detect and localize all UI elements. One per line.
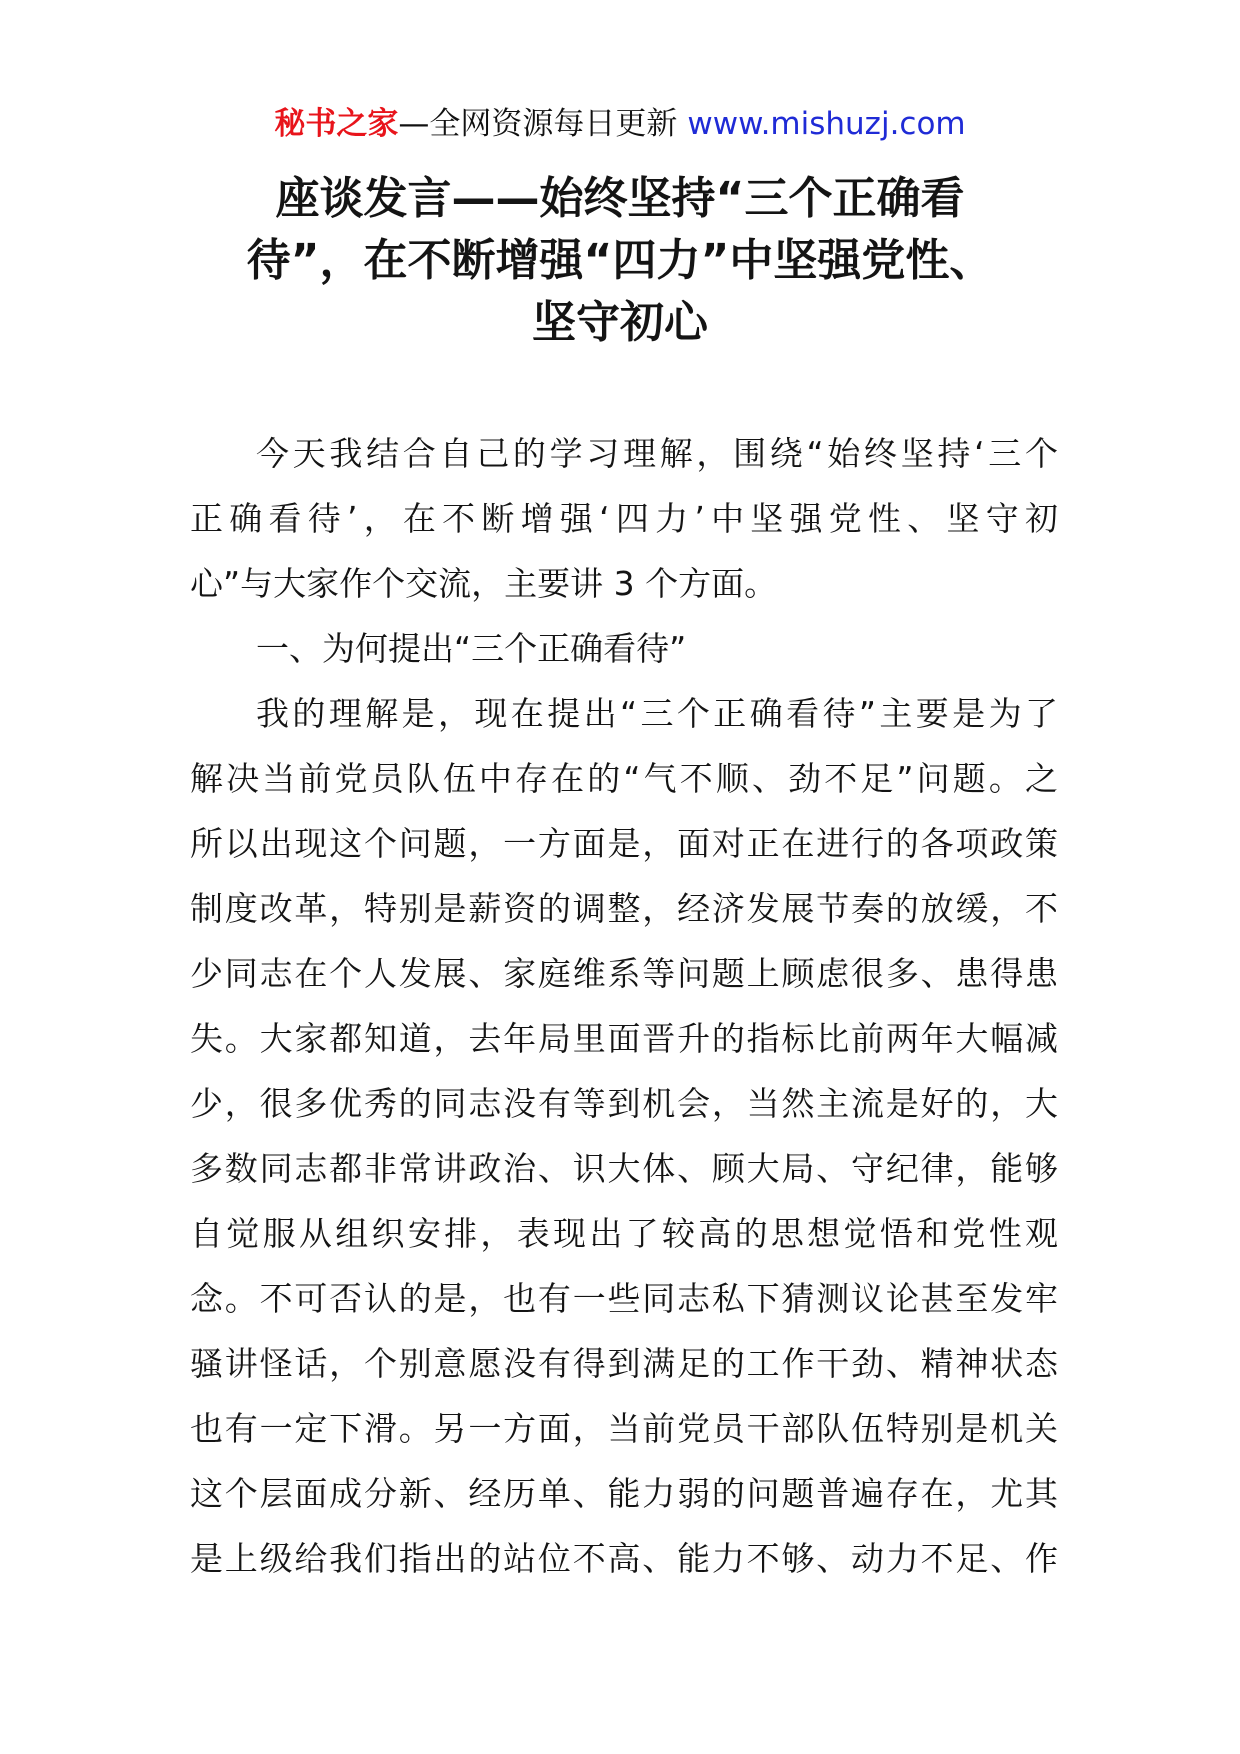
title-line: 待”，在不断增强“四力”中坚强党性、 <box>246 235 994 286</box>
paragraph-line: 这个层面成分新、经历单、能力弱的问题普遍存在，尤其 <box>190 1474 1058 1513</box>
paragraph-line: 心”与大家作个交流，主要讲 3 个方面。 <box>190 564 778 603</box>
paragraph-line: 所以出现这个问题，一方面是，面对正在进行的各项政策 <box>190 824 1058 863</box>
document-body <box>190 421 1058 1591</box>
paragraph-line: 正确看待’，在不断增强‘四力’中坚强党性、坚守初 <box>190 499 1058 538</box>
paragraph-line: 少，很多优秀的同志没有等到机会，当然主流是好的，大 <box>190 1084 1058 1123</box>
paragraph-line: 我的理解是，现在提出“三个正确看待”主要是为了 <box>256 694 1058 733</box>
paragraph-line: 也有一定下滑。另一方面，当前党员干部队伍特别是机关 <box>190 1409 1058 1448</box>
paragraph-line: 骚讲怪话，个别意愿没有得到满足的工作干劲、精神状态 <box>190 1344 1058 1383</box>
paragraph-line: 制度改革，特别是薪资的调整，经济发展节奏的放缓，不 <box>190 889 1058 928</box>
paragraph-line: 解决当前党员队伍中存在的“气不顺、劲不足”问题。之 <box>190 759 1058 798</box>
site-tagline: —全网资源每日更新 <box>398 106 678 142</box>
document-title <box>170 168 1070 354</box>
site-url: www.mishuzj.com <box>687 106 966 142</box>
paragraph-line: 念。不可否认的是，也有一些同志私下猜测议论甚至发牢 <box>190 1279 1058 1318</box>
site-watermark-header <box>0 104 1240 144</box>
paragraph-line: 多数同志都非常讲政治、识大体、顾大局、守纪律，能够 <box>190 1149 1058 1188</box>
paragraph-line: 失。大家都知道，去年局里面晋升的指标比前两年大幅减 <box>190 1019 1058 1058</box>
site-brand: 秘书之家 <box>274 106 399 142</box>
section-heading: 一、为何提出“三个正确看待” <box>256 629 687 668</box>
title-line: 座谈发言——始终坚持“三个正确看 <box>275 173 965 224</box>
paragraph-line: 是上级给我们指出的站位不高、能力不够、动力不足、作 <box>190 1539 1058 1578</box>
paragraph-line: 自觉服从组织安排，表现出了较高的思想觉悟和党性观 <box>190 1214 1058 1253</box>
paragraph-line: 今天我结合自己的学习理解，围绕“始终坚持‘三个 <box>256 434 1058 473</box>
title-line: 坚守初心 <box>532 297 708 348</box>
paragraph-line: 少同志在个人发展、家庭维系等问题上顾虑很多、患得患 <box>190 954 1058 993</box>
